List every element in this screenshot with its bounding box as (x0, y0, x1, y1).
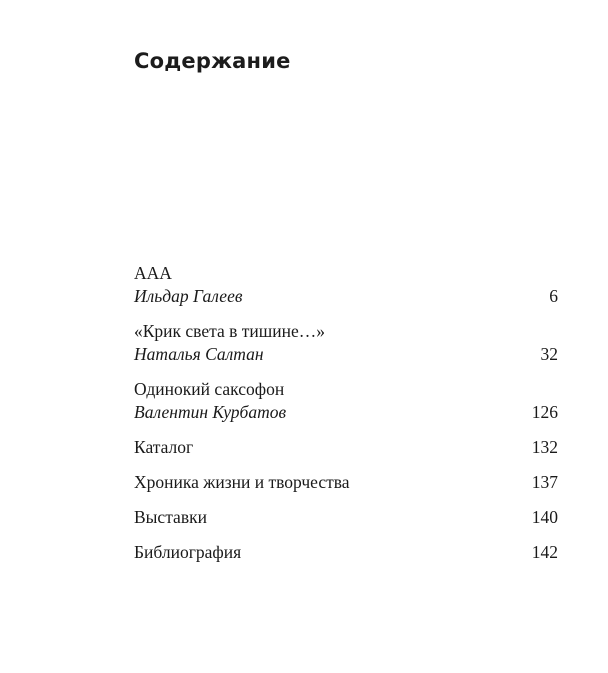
toc-entry-author: Ильдар Галеев (134, 286, 243, 306)
toc-entry-title: Каталог (134, 437, 194, 457)
toc-entry-title: «Крик света в тишине…» (134, 321, 325, 341)
toc-entry-title: Библиография (134, 542, 242, 562)
toc-entry-aaa (134, 262, 558, 308)
toc-entry-title: Выставки (134, 507, 207, 527)
toc-entry-page-number: 132 (531, 437, 558, 457)
toc-entry-page-number: 32 (540, 344, 558, 364)
toc-entry-author: Наталья Салтан (134, 344, 264, 364)
toc-entry-title: Хроника жизни и творчества (134, 472, 350, 492)
toc-entry-khronika (134, 471, 558, 494)
toc-entry-odinokiy-saksofon (134, 378, 558, 424)
toc-entry-bibliografiya (134, 541, 558, 564)
toc-entry-title: Одинокий саксофон (134, 379, 285, 399)
toc-entry-author: Валентин Курбатов (134, 402, 287, 422)
toc-entry-page-number: 6 (549, 286, 558, 306)
toc-entry-page-number: 126 (531, 402, 558, 422)
toc-entry-krik-sveta (134, 320, 558, 366)
toc-entry-title: ААА (134, 263, 172, 283)
toc-entry-page-number: 142 (531, 542, 558, 562)
table-of-contents (134, 262, 558, 576)
toc-entry-page-number: 137 (531, 472, 558, 492)
toc-entry-katalog (134, 436, 558, 459)
toc-entry-page-number: 140 (531, 507, 558, 527)
page-title: Содержание (134, 49, 291, 73)
toc-entry-vystavki (134, 506, 558, 529)
